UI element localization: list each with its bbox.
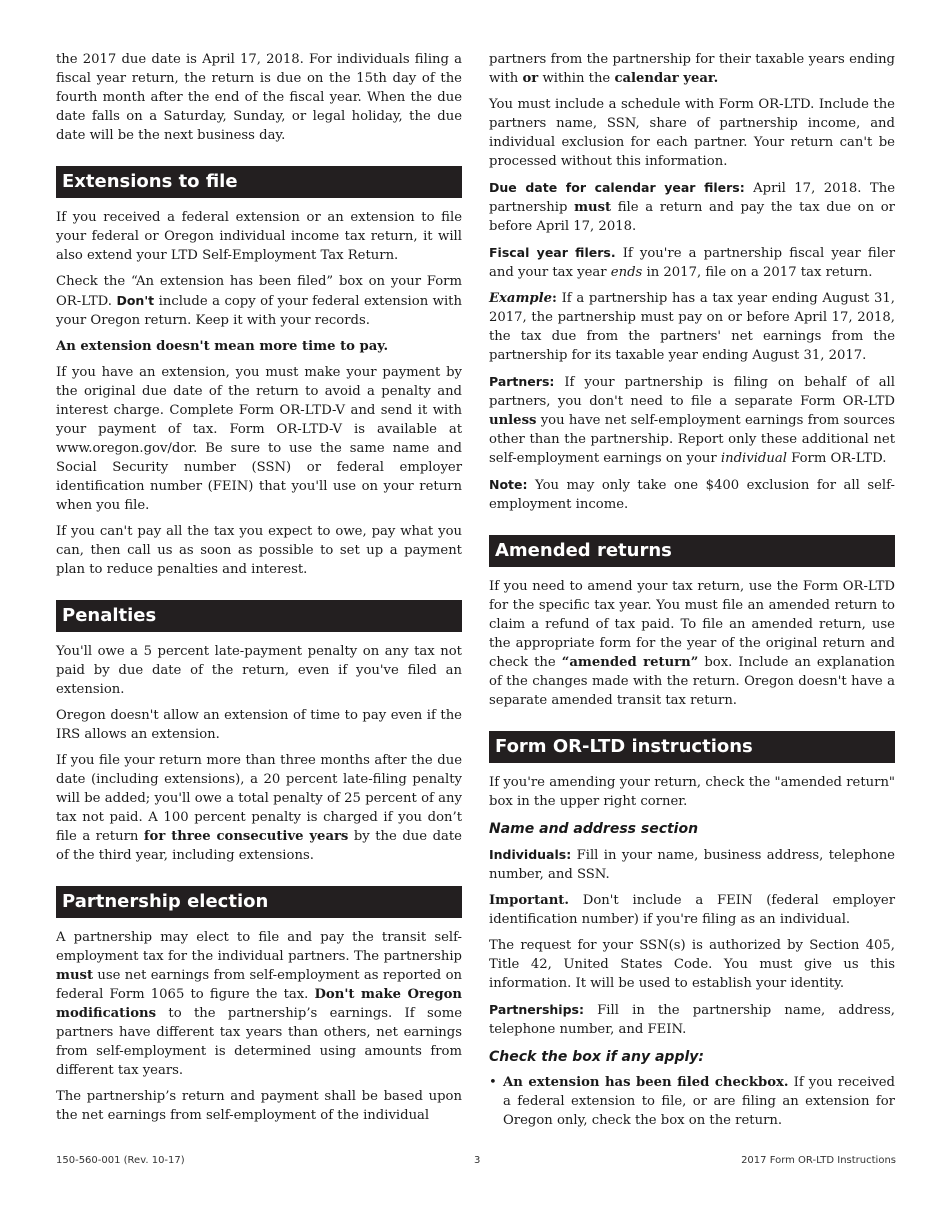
partnership-p1: A partnership may elect to file and pay the transit self-employment tax for the individual partners. The partnership must use net earnings from self-employment as reported on federal Form 1065 to figure the tax. Don't make Oregon modifications to the partnership’s earnings. If some partners have different tax years than others, net earnings from self-employment is determined using amounts from different tax years. [56,930,462,1078]
partnership-continued: partners from the partnership for their taxable years ending with or within the calendar year. [489,52,895,86]
partnership-heading: Partnership election [56,886,462,918]
instructions-heading: Form OR-LTD instructions [489,731,895,763]
schedule-paragraph: You must include a schedule with Form OR-LTD. Include the partners name, SSN, share of partnership income, and individual exclusion for each partner. Your return can't be processed without this information. [489,97,895,169]
amended-p1: If you need to amend your tax return, use the Form OR-LTD for the specific tax year. You must file an amended return to claim a refund of tax paid. To file an amended return, use the appropriate form for the year of the original return and check the “amended return” box. Include an explanation of the changes made with the return. Oregon doesn't have a separate amended transit tax return. [489,579,896,708]
bullet-text: An extension has been filed checkbox. If you received a federal extension to file, or are filing an extension for Oregon only, check the box on the return. [503,1075,896,1128]
instructions-p1: If you're amending your return, check the "amended return" box in the upper right corner. [489,775,895,809]
bullet-icon: • [489,1075,497,1090]
intro-paragraph: the 2017 due date is April 17, 2018. For individuals filing a fiscal year return, the return is due on the 15th day of the fourth month after the end of the fiscal year. When the due date falls on a Saturday, Sunday, or legal holiday, the due date will be the next business day. [56,52,462,143]
footer-form-number: 150-560-001 (Rev. 10-17) [56,1155,185,1166]
note-paragraph: Note: You may only take one $400 exclusion for all self-employment income. [489,477,895,512]
example-paragraph: Example: If a partnership has a tax year ending August 31, 2017, the partnership must pay on or before April 17, 2018, the tax due from the partners' net earnings from the partnership for its taxable year ending August 31, 2017. [489,291,895,363]
penalties-p1: You'll owe a 5 percent late-payment penalty on any tax not paid by due date of the return, even if you've filed an extension. [56,644,462,697]
ssn-paragraph: The request for your SSN(s) is authorized by Section 405, Title 42, United States Code. You must give us this information. It will be used to establish your identity. [489,938,895,991]
penalties-heading: Penalties [56,600,462,632]
left-column [56,50,462,1132]
extensions-p3: An extension doesn't mean more time to pay. [56,339,389,354]
name-address-subheading: Name and address section [489,821,699,837]
individuals-paragraph: Individuals: Fill in your name, business address, telephone number, and SSN. [489,847,895,882]
extensions-heading: Extensions to file [56,166,462,198]
extension-checkbox-bullet [489,1073,895,1137]
fiscal-year-paragraph: Fiscal year filers. If you're a partnership fiscal year filer and your tax year ends in 2017, file on a 2017 tax return. [489,245,896,280]
important-paragraph: Important. Don't include a FEIN (federal employer identification number) if you're filing as an individual. [489,893,895,927]
extensions-p5: If you can't pay all the tax you expect to owe, pay what you can, then call us as soon as possible to set up a payment plan to reduce penalties and interest. [56,524,462,577]
footer-page-number: 3 [474,1155,481,1166]
amended-heading: Amended returns [489,535,895,567]
extensions-p1: If you received a federal extension or an extension to file your federal or Oregon individual income tax return, it will also extend your LTD Self-Employment Tax Return. [56,210,462,263]
page-footer [56,1155,896,1171]
partners-paragraph: Partners: If your partnership is filing on behalf of all partners, you don't need to file a separate Form OR-LTD unless you have net self-employment earnings from sources other than the partnership. Report only these additional net self-employment earnings on your individual Form OR-LTD. [489,374,895,466]
partnerships-paragraph: Partnerships: Fill in the partnership name, address, telephone number, and FEIN. [489,1002,895,1037]
check-box-subheading: Check the box if any apply: [489,1049,704,1065]
due-date-paragraph: Due date for calendar year filers: April 17, 2018. The partnership must file a return and pay the tax due on or before April 17, 2018. [489,180,895,234]
extensions-p2: Check the “An extension has been filed” box on your Form OR-LTD. Don't include a copy of your federal extension with your Oregon return. Keep it with your records. [56,274,462,328]
penalties-p2: Oregon doesn't allow an extension of time to pay even if the IRS allows an extension. [56,708,462,742]
extensions-p4: If you have an extension, you must make your payment by the original due date of the return to avoid a penalty and interest charge. Complete Form OR-LTD-V and send it with your payment of tax. Form OR-LTD-V is available at www.oregon.gov/dor. Be sure to use the same name and Social Security number (SSN) or federal employer identification number (FEIN) that you'll use on your return when you file. [56,365,462,513]
partnership-p2: The partnership’s return and payment shall be based upon the net earnings from self-employment of the individual [56,1089,462,1123]
penalties-p3: If you file your return more than three months after the due date (including extensions), a 20 percent late-filing penalty will be added; you'll owe a total penalty of 25 percent of any tax not paid. A 100 percent penalty is charged if you don’t file a return for three consecutive years by the due date of the third year, including extensions. [56,753,462,863]
right-column [489,50,895,1137]
footer-title: 2017 Form OR-LTD Instructions [741,1155,896,1166]
